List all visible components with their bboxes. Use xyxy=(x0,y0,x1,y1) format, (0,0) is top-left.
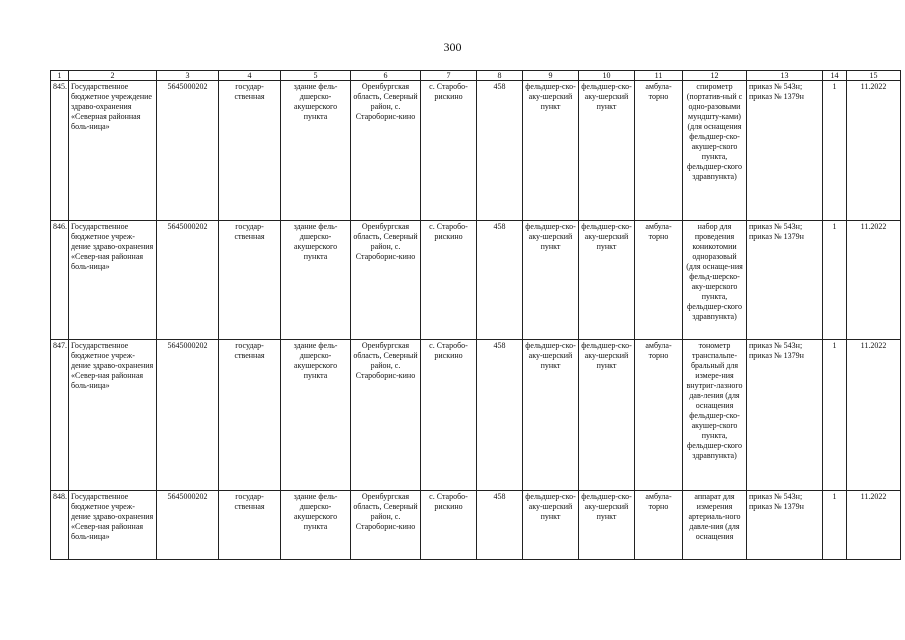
table-row xyxy=(51,221,901,340)
organization-cell: Государственное бюджетное учреж-дение здраво-охранения «Север-ная районная боль-ница» xyxy=(69,340,157,491)
row-number: 848. xyxy=(51,491,69,560)
equipment-cell: аппарат для измерения артериаль-ного давле-ния (для оснащения xyxy=(683,491,747,560)
address-cell: Оренбургская область, Северный район, с. Староборис-кино xyxy=(351,81,421,221)
column-number: 14 xyxy=(823,71,847,81)
column-number-row xyxy=(51,71,901,81)
row-number: 845. xyxy=(51,81,69,221)
unit-a-cell: фельдшер-ско-аку-шерский пункт xyxy=(523,81,579,221)
locality-cell: с. Старобо-рискино xyxy=(421,340,477,491)
quantity-cell: 1 xyxy=(823,81,847,221)
unit-a-cell: фельдшер-ско-аку-шерский пункт xyxy=(523,221,579,340)
column-number: 12 xyxy=(683,71,747,81)
code2-cell: 458 xyxy=(477,221,523,340)
building-cell: здание фель-дшерско-акушерского пункта xyxy=(281,221,351,340)
date-cell: 11.2022 xyxy=(847,221,901,340)
unit-b-cell: фельдшер-ско-аку-шерский пункт xyxy=(579,340,635,491)
row-number: 847. xyxy=(51,340,69,491)
organization-cell: Государственное бюджетное учреж-дение здраво-охранения «Север-ная районная боль-ница» xyxy=(69,491,157,560)
page-number: 300 xyxy=(443,40,462,54)
care-type-cell: амбула-торно xyxy=(635,81,683,221)
building-cell: здание фель-дшерско-акушерского пункта xyxy=(281,340,351,491)
ownership-cell: государ-ственная xyxy=(219,221,281,340)
code-cell: 5645000202 xyxy=(157,491,219,560)
column-number: 13 xyxy=(747,71,823,81)
column-number: 1 xyxy=(51,71,69,81)
code2-cell: 458 xyxy=(477,491,523,560)
care-type-cell: амбула-торно xyxy=(635,491,683,560)
code2-cell: 458 xyxy=(477,81,523,221)
column-number: 2 xyxy=(69,71,157,81)
equipment-cell: набор для проведения коникотомии одноразовый (для оснаще-ния фельд-шерско-аку-шерского пункта, фельдшер-ского здравпункта) xyxy=(683,221,747,340)
code-cell: 5645000202 xyxy=(157,221,219,340)
equipment-cell: тонометр транспальпе-бральный для измере-ния внутриг-лазного дав-ления (для оснащения фельдшер-ско-акушер-ского пункта, фельдшер-ского здравпункта) xyxy=(683,340,747,491)
column-number: 7 xyxy=(421,71,477,81)
locality-cell: с. Старобо-рискино xyxy=(421,221,477,340)
table-row xyxy=(51,491,901,560)
row-number: 846. xyxy=(51,221,69,340)
care-type-cell: амбула-торно xyxy=(635,340,683,491)
organization-cell: Государственное бюджетное учреж-дение здраво-охранения «Север-ная районная боль-ница» xyxy=(69,221,157,340)
unit-b-cell: фельдшер-ско-аку-шерский пункт xyxy=(579,491,635,560)
column-number: 4 xyxy=(219,71,281,81)
ownership-cell: государ-ственная xyxy=(219,491,281,560)
date-cell: 11.2022 xyxy=(847,491,901,560)
column-number: 9 xyxy=(523,71,579,81)
table-row xyxy=(51,340,901,491)
organization-cell: Государственное бюджетное учреждение здраво-охранения «Северная районная боль-ница» xyxy=(69,81,157,221)
column-number: 15 xyxy=(847,71,901,81)
code-cell: 5645000202 xyxy=(157,81,219,221)
orders-cell: приказ № 543н; приказ № 1379н xyxy=(747,221,823,340)
address-cell: Оренбургская область, Северный район, с. Староборис-кино xyxy=(351,221,421,340)
date-cell: 11.2022 xyxy=(847,81,901,221)
quantity-cell: 1 xyxy=(823,221,847,340)
locality-cell: с. Старобо-рискино xyxy=(421,81,477,221)
building-cell: здание фель-дшерско-акушерского пункта xyxy=(281,81,351,221)
care-type-cell: амбула-торно xyxy=(635,221,683,340)
unit-a-cell: фельдшер-ско-аку-шерский пункт xyxy=(523,340,579,491)
column-number: 8 xyxy=(477,71,523,81)
orders-cell: приказ № 543н; приказ № 1379н xyxy=(747,491,823,560)
equipment-cell: спирометр (портатив-ный с одно-разовыми мундшту-ками) (для оснащения фельдшер-ско-акушер-ского пункта, фельдшер-ского здравпункта) xyxy=(683,81,747,221)
registry-table xyxy=(50,70,901,560)
quantity-cell: 1 xyxy=(823,340,847,491)
orders-cell: приказ № 543н; приказ № 1379н xyxy=(747,340,823,491)
address-cell: Оренбургская область, Северный район, с. Староборис-кино xyxy=(351,340,421,491)
quantity-cell: 1 xyxy=(823,491,847,560)
column-number: 11 xyxy=(635,71,683,81)
date-cell: 11.2022 xyxy=(847,340,901,491)
locality-cell: с. Старобо-рискино xyxy=(421,491,477,560)
column-number: 6 xyxy=(351,71,421,81)
ownership-cell: государ-ственная xyxy=(219,340,281,491)
code2-cell: 458 xyxy=(477,340,523,491)
unit-a-cell: фельдшер-ско-аку-шерский пункт xyxy=(523,491,579,560)
unit-b-cell: фельдшер-ско-аку-шерский пункт xyxy=(579,221,635,340)
column-number: 10 xyxy=(579,71,635,81)
ownership-cell: государ-ственная xyxy=(219,81,281,221)
building-cell: здание фель-дшерско-акушерского пункта xyxy=(281,491,351,560)
column-number: 3 xyxy=(157,71,219,81)
unit-b-cell: фельдшер-ско-аку-шерский пункт xyxy=(579,81,635,221)
table-row xyxy=(51,81,901,221)
address-cell: Оренбургская область, Северный район, с. Староборис-кино xyxy=(351,491,421,560)
code-cell: 5645000202 xyxy=(157,340,219,491)
column-number: 5 xyxy=(281,71,351,81)
orders-cell: приказ № 543н; приказ № 1379н xyxy=(747,81,823,221)
